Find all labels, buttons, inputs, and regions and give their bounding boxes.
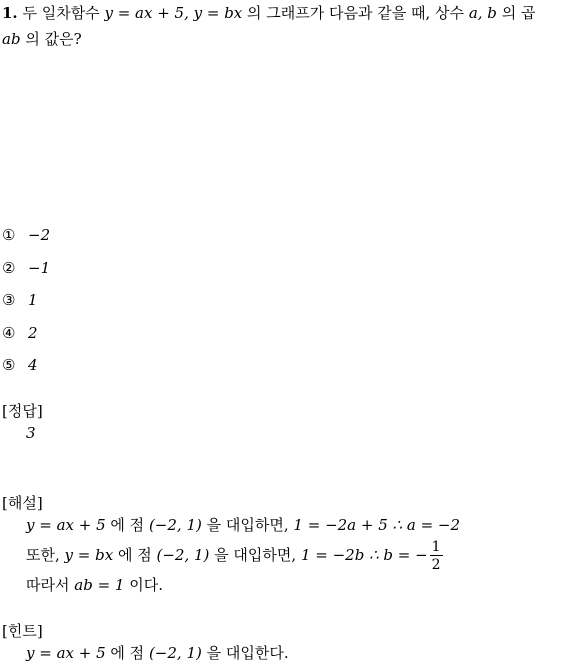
choice-1[interactable]	[2, 226, 50, 259]
choice-2-mark: ②	[2, 258, 16, 277]
choice-5-value: 4	[28, 356, 38, 374]
solution-line-1-point: (−2, 1)	[148, 516, 202, 534]
solution-section	[2, 492, 460, 597]
choice-4[interactable]	[2, 324, 50, 357]
solution-line-3-eq: ab = 1	[74, 576, 125, 594]
hint-t2: 을 대입한다.	[206, 644, 289, 662]
answer-section	[2, 400, 43, 445]
choice-2-value: −1	[28, 258, 51, 277]
solution-line-2	[26, 537, 460, 573]
hint-section	[2, 620, 289, 665]
choice-1-mark: ①	[2, 226, 16, 244]
solution-line-2-eq: y = bx	[64, 546, 114, 564]
hint-eq: y = ax + 5	[26, 644, 106, 662]
choice-2[interactable]	[2, 259, 50, 292]
question-text-b: 의 그래프가 다음과 같을 때, 상수	[247, 4, 465, 22]
question-line-2	[2, 28, 82, 49]
choice-3-value: 1	[28, 291, 38, 309]
choice-3-mark: ③	[2, 291, 16, 309]
solution-line-1-eq: y = ax + 5	[26, 516, 106, 534]
solution-line-2-point: (−2, 1)	[156, 546, 210, 564]
choice-4-value: 2	[28, 323, 38, 342]
question-text-c: 의 곱	[501, 4, 536, 22]
choice-4-mark: ④	[2, 323, 16, 342]
answer-title: [정답]	[2, 402, 43, 420]
question-text-d: 의 값은?	[25, 30, 82, 48]
question-number: 1.	[2, 4, 18, 22]
solution-line-2-t2: 을 대입하면,	[214, 546, 297, 564]
solution-line-3-t1: 이다.	[129, 576, 163, 594]
choice-5-mark: ⑤	[2, 356, 16, 374]
question-expression: ab	[2, 30, 21, 48]
question-constants: a, b	[468, 4, 497, 22]
solution-line-3-t0: 따라서	[26, 576, 70, 594]
answer-value: 3	[26, 424, 36, 442]
choice-3[interactable]	[2, 291, 50, 324]
hint-t1: 에 점	[110, 644, 145, 662]
solution-line-2-result: 1 = −2b ∴ b = −	[300, 546, 428, 564]
question-text-a: 두 일차함수	[22, 4, 100, 22]
solution-line-1-t2: 을 대입하면,	[206, 516, 289, 534]
solution-line-3	[26, 573, 460, 597]
solution-line-2-t1: 에 점	[117, 546, 152, 564]
hint-title: [힌트]	[2, 622, 43, 640]
hint-line	[2, 641, 289, 665]
question-equations: y = ax + 5, y = bx	[104, 4, 243, 22]
choice-5[interactable]	[2, 356, 50, 389]
solution-line-2-t0: 또한,	[26, 546, 60, 564]
choice-1-value: −2	[28, 226, 51, 244]
choice-list	[2, 226, 50, 389]
hint-point: (−2, 1)	[148, 644, 202, 662]
solution-title: [해설]	[2, 494, 43, 512]
solution-line-1-t1: 에 점	[110, 516, 145, 534]
fraction	[430, 540, 443, 572]
fraction-denominator: 2	[431, 557, 441, 573]
solution-line-1	[26, 513, 460, 537]
question-line-1	[2, 2, 535, 23]
solution-line-1-result: 1 = −2a + 5 ∴ a = −2	[293, 516, 461, 534]
fraction-numerator: 1	[431, 539, 441, 555]
